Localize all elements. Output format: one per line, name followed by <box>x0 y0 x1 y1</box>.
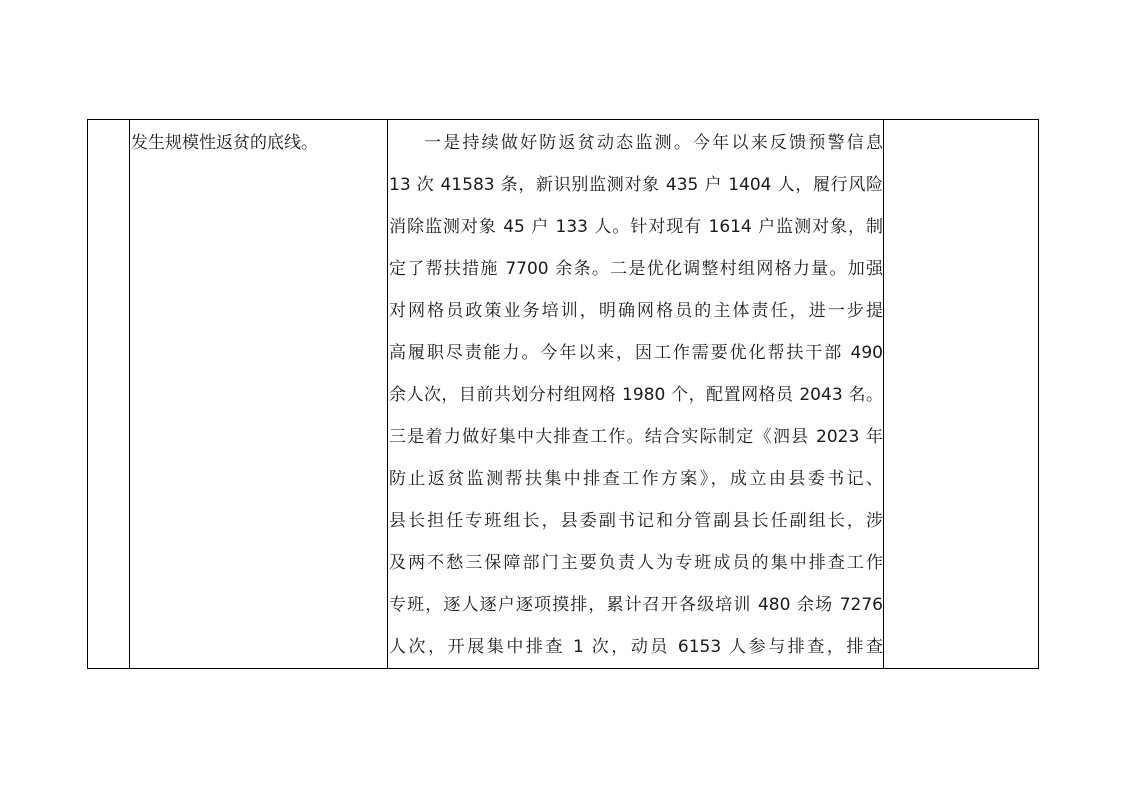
cell-index-text <box>88 120 129 122</box>
cell-progress-text <box>388 120 883 668</box>
cell-target-text: 发生规模性返贫的底线。 <box>131 133 318 153</box>
table-cell-remarks <box>884 120 1039 669</box>
progress-line: 余人次，目前共划分村组网格 1980 个，配置网格员 2043 名。 <box>389 385 883 405</box>
progress-line: 一是持续做好防返贫动态监测。今年以来反馈预警信息 <box>424 133 883 153</box>
table-cell-progress <box>388 120 884 669</box>
table-cell-target <box>130 120 388 669</box>
progress-line: 三是着力做好集中大排查工作。结合实际制定《泗县 2023 年 <box>389 427 883 447</box>
cell-remarks-text <box>884 120 1038 122</box>
table-row <box>88 120 1039 669</box>
progress-line: 县长担任专班组长，县委副书记和分管副县长任副组长，涉 <box>389 511 883 531</box>
progress-line: 13 次 41583 条，新识别监测对象 435 户 1404 人，履行风险 <box>389 175 883 195</box>
progress-line: 消除监测对象 45 户 133 人。针对现有 1614 户监测对象，制 <box>389 217 883 237</box>
progress-line: 及两不愁三保障部门主要负责人为专班成员的集中排查工作 <box>389 553 883 573</box>
progress-line: 专班，逐人逐户逐项摸排，累计召开各级培训 480 余场 7276 <box>389 595 883 615</box>
progress-line: 防止返贫监测帮扶集中排查工作方案》，成立由县委书记、 <box>389 469 883 489</box>
progress-line: 人次，开展集中排查 1 次，动员 6153 人参与排查，排查 <box>389 637 883 657</box>
document-table <box>87 119 1039 669</box>
progress-line: 对网格员政策业务培训，明确网格员的主体责任，进一步提 <box>389 301 883 321</box>
progress-line: 高履职尽责能力。今年以来，因工作需要优化帮扶干部 490 <box>389 343 883 363</box>
progress-line: 定了帮扶措施 7700 余条。二是优化调整村组网格力量。加强 <box>389 259 883 279</box>
table-cell-index <box>88 120 130 669</box>
